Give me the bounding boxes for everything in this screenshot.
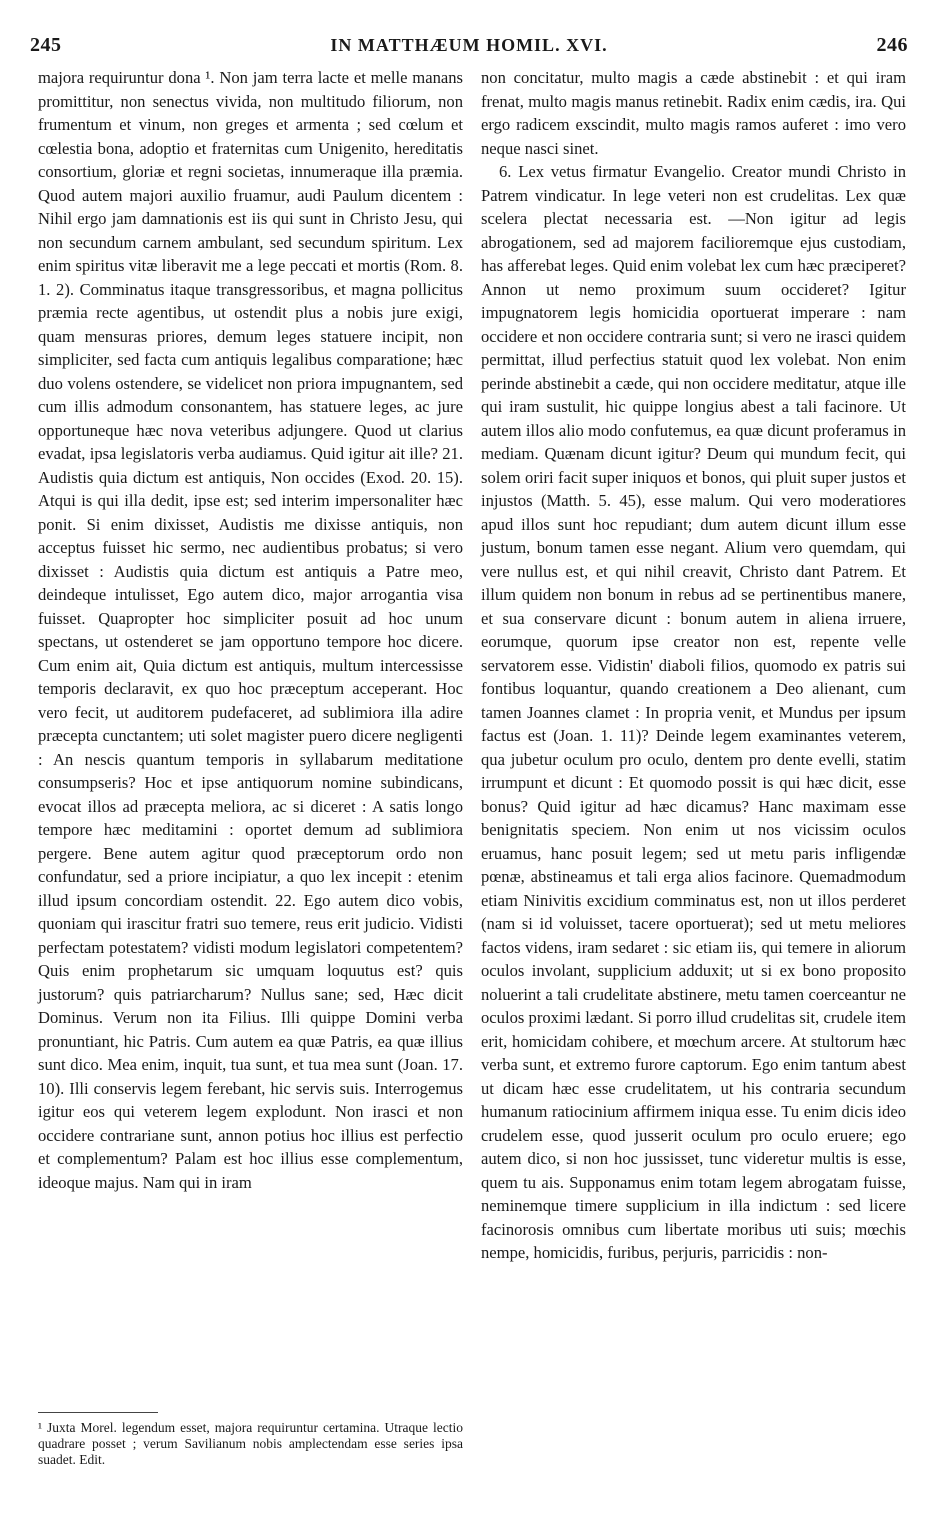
footnote [38,1420,463,1468]
right-column-paragraph: 6. Lex vetus firmatur Evangelio. Creator mundi Christo in Patrem vindicatur. In lege veteri non est crudelitas. Lex quæ scelera plectat necessaria est. —Non igitur ad legis abrogationem, sed ad majorem facilioremque ejus custodiam, has afferebat leges. Quid enim volebat lex cum hæc præciperet? Annon ut nemo proximum suum occideret? Igitur impugnatorem legis homicidia oportuerat imperare : nam occidere et non occidere contraria sunt; si vero ne irasci quidem permittat, illud perfectius statuit quod lex volebat. Non enim perinde abstinebit a cæde, qui non occidere meditatur, atque ille qui iram sustulit, hic quippe longius abest a tali facinore. Ut autem illos alio modo confutemus, ea quæ dicunt proferamus in mediam. Quænam dicunt igitur? Deum qui mundum fecit, qui solem oriri facit super iniquos et bonos, qui pluit super justos et injustos (Matth. 5. 45), esse malum. Qui vero moderatiores apud illos sunt hoc repudiant; dum autem dicunt illum esse justum, bonum tamen esse negant. Alium vero quemdam, qui vere nullus est, et qui nihil creavit, Christo dant Patrem. Et illum quidem non bonum in rebus ad se pertinentibus manere, et sua conservare dicunt : bonum autem in aliena irruere, eorumque, quorum ipse creator non est, repente velle servatorem esse. Vidistin' diaboli filios, quomodo ex patris sui fontibus loquantur, quando creationem a Deo alienant, cum tamen Joannes clamet : In propria venit, et Mundus per ipsum factus est (Joan. 1. 11)? Deinde legem examinantes veterem, qua jubetur oculum pro oculo, dentem pro dente evelli, statim irrumpunt et dicunt : Et quomodo possit is qui hæc dicit, esse bonus? Quid igitur ad hæc dicamus? Hanc maximam esse benignitatis speciem. Non enim ut nos vicissim oculos eruamus, hanc posuit legem; sed ut metu paris infligendæ pœnæ, abstineamus et tali erga alios facinore. Quemadmodum etiam Ninivitis excidium comminatus est, non ut illos perderet (nam si id voluisset, tacere oportuerat); sed ut metu meliores factos videns, iram sedaret : sic etiam iis, qui temere in aliorum oculos involant, supplicium adduxit; ut si ex bono proposito noluerint a tali crudelitate abstinere, metu tamen coerceantur ne oculos proximi lædant. Si porro illud crudelitas sit, crudele item erit, homicidam cohibere, et mœchum arcere. At stultorum hæc verba sunt, et extremo furore captorum. Ego enim tantum abest ut dicam hæc esse crudelitatem, ut his contraria secundum humanum ratiocinium affirmem iniqua esse. Tu enim dicis ideo crudelem esse, quod jusserit oculum pro oculo eruere; ego autem dico, si non hoc jussisset, tunc videretur multis is esse, quem tu ais. Supponamus enim totam legem abrogatam fuisse, neminemque timere supplicium in illa indictum : sed licere facinorosis omnibus cum libertate moribus uti suis; mœchis nempe, homicidis, furibus, perjuris, parricidis : non- [481,162,906,1262]
running-title: IN MATTHÆUM HOMIL. XVI. [330,34,608,55]
footnote-rule [38,1412,158,1413]
left-column-paragraph: majora requiruntur dona ¹. Non jam terra lacte et melle manans promittitur, non senectus vivida, non multitudo filiorum, non frumentum et vinum, non greges et armenta ; sed cœlum et cœlestia bona, adoptio et fraternitas cum Unigenito, hereditatis consortium, gloriæ et regni societas, innumeraque illa præmia. Quod autem majori auxilio fruamur, audi Paulum dicentem : Nihil ergo jam damnationis est iis qui sunt in Christo Jesu, qui non secundum carnem ambulant, sed secundum spiritum. Lex enim spiritus vitæ liberavit me a lege peccati et mortis (Rom. 8. 1. 2). Comminatus itaque transgressoribus, et magna pollicitus præmia recte agentibus, ut ostendit plus a nobis jure exigi, quam mensuras priores, demum leges statuere incipit, non simpliciter, sed facta cum antiquis legalibus comparatione; hæc duo volens ostendere, se videlicet non priora impugnantem, sed cum illis admodum consonantem, has statuere leges, ac jure opportuneque hæc nova veteribus adjungere. Quod ut clarius evadat, ipsa legislatoris verba audiamus. Quid igitur ait ille? 21. Audistis quia dictum est antiquis, Non occides (Exod. 20. 15). Atqui is qui illa dedit, ipse est; sed interim impersonaliter hæc ponit. Si enim dixisset, Audistis me dixisse antiquis, non acceptus fuisset hic sermo, nec audientibus probatus; si vero dixisset : Audistis quia dictum est antiquis a Patre meo, deindeque intulisset, Ego autem dico, major arrogantia visa fuisset. Quapropter hoc simpliciter posuit ad hoc unum spectans, ut ostenderet se jam opportuno tempore hoc dicere. Cum enim ait, Quia dictum est antiquis, multum intercessisse temporis declaravit, ex quo hoc præceptum acceperant. Hoc vero fecit, ut auditorem pudefaceret, ad sublimiora illa adire præcepta cunctantem; uti solet magister puero dicere negligenti : An nescis quantum temporis in syllabarum meditatione consumpseris? Hoc et ipse antiquorum nomine subindicans, evocat illos ad præcepta meliora, ac si diceret : A satis longo tempore hæc meditamini : oportet demum ad sublimiora pergere. Bene autem agitur quod præceptorum ordo non confundatur, sed a priore incipiatur, a quo lex incepit : etenim illud ipsum concordiam ostendit. 22. Ego autem dico vobis, quoniam qui irascitur fratri suo temere, reus erit judicio. Vidisti perfectam potestatem? vidisti modum legislatori competentem? Quis enim prophetarum sic umquam loquutus est? quis justorum? quis patriarcharum? Nullus sane; sed, Hæc dicit Dominus. Verum non ita Filius. Illi quippe Domini verba pronuntiant, hic Patris. Cum autem ea quæ Patris, ea quæ illius sunt dico. Mea enim, inquit, tua sunt, et tua mea sunt (Joan. 17. 10). Illi conservis legem ferebant, hic servis suis. Interrogemus igitur eos qui veterem legem explodunt. Non irasci et non occidere contrariane sunt, annon potius hoc illius est perfectio et complementum? Palam est hoc illius esse complementum, ideoque majus. Nam qui in iram [38,68,463,1192]
right-column-paragraph: non concitatur, multo magis a cæde abstinebit : et qui iram frenat, multo magis manus retinebit. Radix enim cædis, ira. Qui ergo radicem exscindit, multo magis ramos auferet : imo vero neque nasci sinet. [481,68,906,158]
left-column [38,66,463,1194]
page-number-left: 245 [30,33,62,56]
running-header [30,30,908,60]
page-number-right: 246 [876,33,908,56]
footnote-text: ¹ Juxta Morel. legendum esset, majora requiruntur certamina. Utraque lectio quadrare posset ; verum Savilianum nobis amplectendam esse series ipsa suadet. Edit. [38,1420,463,1467]
right-column [481,66,906,1265]
